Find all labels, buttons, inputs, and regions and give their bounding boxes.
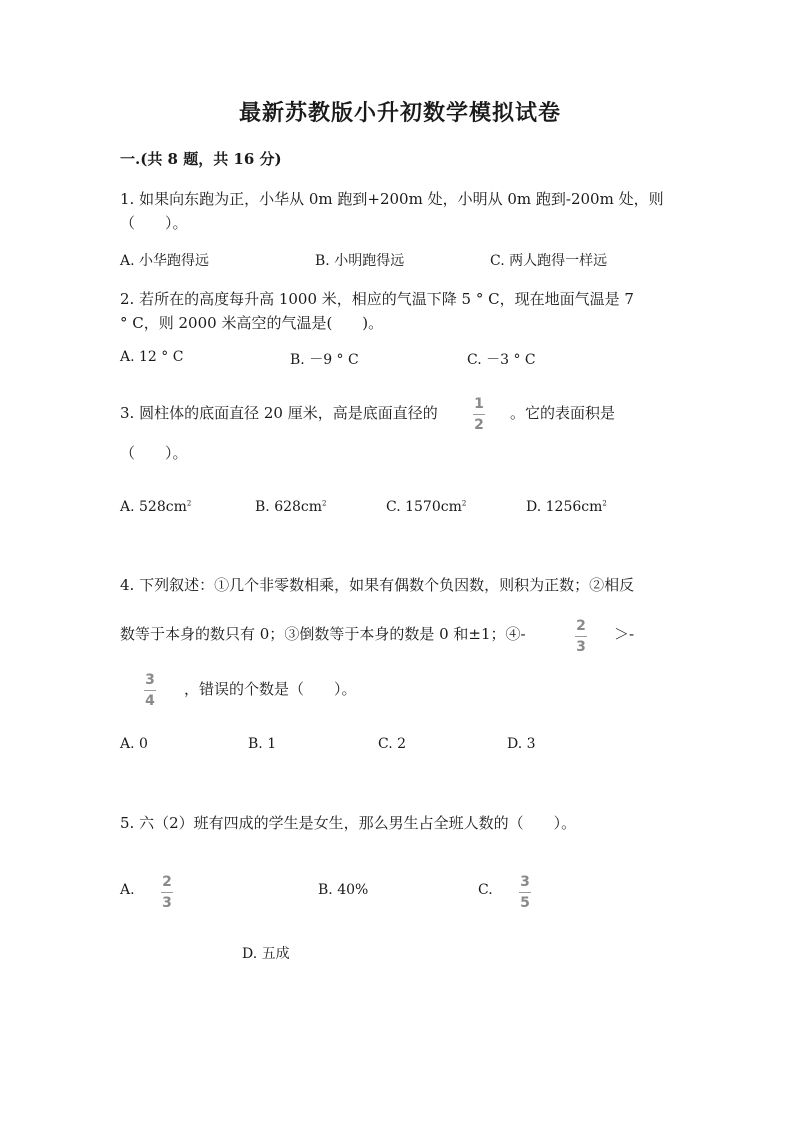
q4-fraction-1-denominator: 3	[576, 639, 586, 655]
q4-option-b: B. 1	[248, 736, 277, 752]
fraction-bar	[473, 414, 485, 415]
q2-text-line2: ° C，则 2000 米高空的气温是( )。	[120, 314, 384, 332]
q2-option-a: A. 12 ° C	[120, 349, 184, 365]
q5-text-line1: 5. 六（2）班有四成的学生是女生，那么男生占全班人数的（ ）。	[120, 814, 577, 832]
q3-text-line1-before: 3. 圆柱体的底面直径 20 厘米，高是底面直径的	[120, 404, 438, 422]
q4-text-line2-before: 数等于本身的数只有 0；③倒数等于本身的数是 0 和±1；④-	[120, 625, 526, 643]
q4-fraction-1	[575, 618, 587, 655]
q3-option-b: B. $628cm^2$	[255, 499, 327, 515]
q1-text-line2: （ ）。	[120, 214, 188, 232]
q2-option-b: B. －9 ° C	[290, 352, 359, 368]
q3-option-a: A. $528cm^2$	[120, 499, 192, 515]
q4-fraction-2	[144, 672, 156, 709]
q4-text-line1: 4. 下列叙述：①几个非零数相乘，如果有偶数个负因数，则积为正数；②相反	[120, 576, 635, 594]
q5-option-c-denominator: 5	[520, 895, 530, 911]
q2-text-line1: 2. 若所在的高度每升高 1000 米，相应的气温下降 5 ° C，现在地面气温是 7	[120, 290, 634, 308]
q4-text-line2-after: ＞-	[614, 625, 635, 643]
q4-text-line3: ，错误的个数是（ ）。	[184, 680, 357, 698]
q3-fraction-numerator: 1	[474, 396, 484, 412]
fraction-bar	[519, 892, 531, 893]
q1-option-a: A. 小华跑得远	[120, 253, 210, 269]
fraction-bar	[161, 892, 173, 893]
q4-fraction-2-denominator: 4	[145, 693, 155, 709]
q1-text-line1: 1. 如果向东跑为正，小华从 0m 跑到+200m 处，小明从 0m 跑到-200m 处，则	[120, 190, 664, 208]
q5-option-a-label: A.	[120, 882, 135, 898]
q3-fraction-denominator: 2	[474, 417, 484, 433]
fraction-bar	[144, 690, 156, 691]
q5-option-c-numerator: 3	[520, 874, 530, 890]
q5-option-a-fraction	[161, 874, 173, 911]
q4-option-d: D. 3	[507, 736, 536, 752]
q5-option-c-fraction	[519, 874, 531, 911]
q5-option-a-denominator: 3	[162, 895, 172, 911]
q4-option-a: A. 0	[120, 736, 148, 752]
q3-text-line2: （ ）。	[120, 444, 188, 462]
q5-option-d: D. 五成	[242, 946, 290, 962]
q1-option-c: C. 两人跑得一样远	[490, 253, 608, 269]
q4-fraction-2-numerator: 3	[145, 672, 155, 688]
q1-option-b: B. 小明跑得远	[315, 253, 405, 269]
q2-option-c: C. －3 ° C	[467, 352, 536, 368]
q3-option-c: C. $1570cm^2$	[386, 499, 467, 515]
q5-option-b: B. 40%	[318, 882, 369, 898]
page-title: 最新苏教版小升初数学模拟试卷	[238, 100, 561, 126]
section-heading: 一.(共 8 题，共 16 分)	[120, 150, 282, 168]
q4-fraction-1-numerator: 2	[576, 618, 586, 634]
q5-option-a-numerator: 2	[162, 874, 172, 890]
q4-option-c: C. 2	[378, 736, 407, 752]
q3-fraction	[473, 396, 485, 433]
q3-option-d: D. $1256cm^2$	[526, 499, 607, 515]
q3-text-line1-after: 。它的表面积是	[510, 404, 616, 422]
q5-option-c-label: C.	[478, 882, 493, 898]
fraction-bar	[575, 636, 587, 637]
